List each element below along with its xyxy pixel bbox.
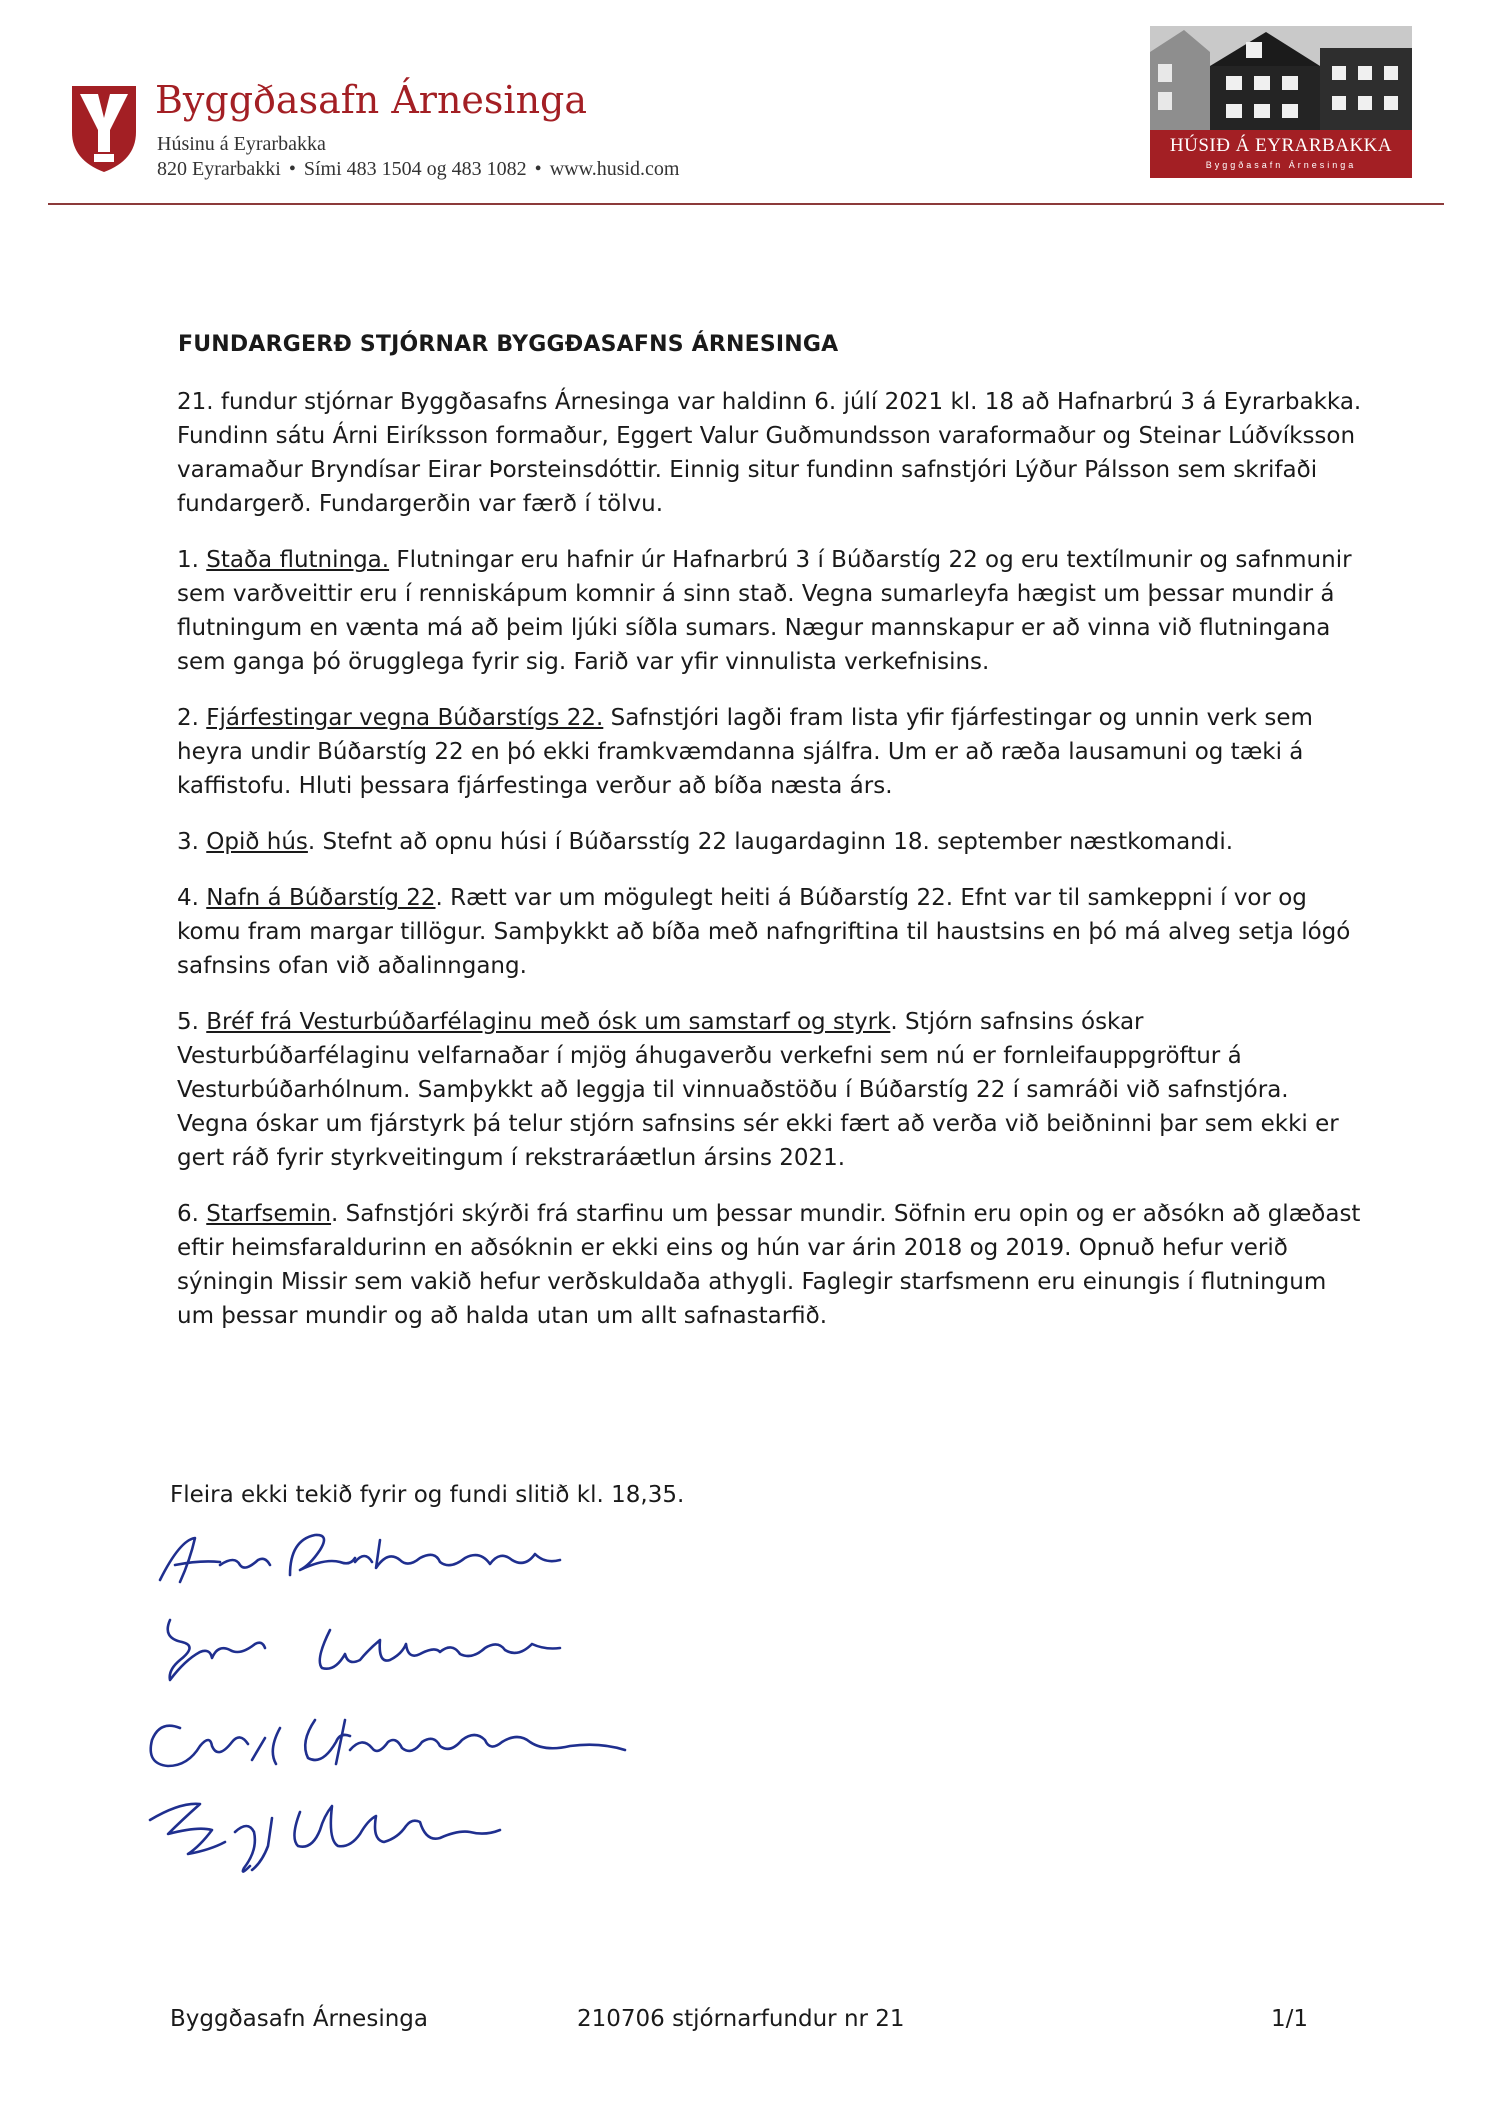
museum-shield-logo-icon bbox=[68, 82, 140, 174]
item-heading: Staða flutninga. bbox=[206, 547, 390, 573]
org-phone: Sími 483 1504 og 483 1082 bbox=[303, 158, 527, 180]
separator-bullet: • bbox=[288, 158, 296, 180]
item-text: . Safnstjóri skýrði frá starfinu um þessar mundir. Söfnin eru opin og er aðsókn að glæðast eftir heimsfaraldurinn en aðsóknin er ekki eins og hún var árin 2018 og 2019. Opnuð hefur verið sýningin Missir sem vakið hefur verðskuldaða athygli. Faglegir starfsmenn eru einungis í flutningum um þessar mundir og að halda utan um allt safnastarfið. bbox=[177, 1201, 1361, 1329]
signature-3 bbox=[151, 1720, 625, 1766]
item-text: . Stefnt að opnu húsi í Búðarsstíg 22 laugardaginn 18. september næstkomandi. bbox=[307, 829, 1234, 855]
agenda-item-4 bbox=[177, 881, 1362, 983]
org-contact-line bbox=[157, 158, 680, 181]
agenda-item-6 bbox=[177, 1197, 1362, 1333]
handwritten-signatures bbox=[140, 1520, 760, 1880]
item-heading: Starfsemin bbox=[206, 1201, 332, 1227]
signature-1 bbox=[160, 1535, 560, 1582]
header-divider bbox=[48, 203, 1444, 205]
intro-paragraph: 21. fundur stjórnar Byggðasafns Árnesinga var haldinn 6. júlí 2021 kl. 18 að Hafnarbrú 3 á Eyrarbakka. Fundinn sátu Árni Eiríksson formaður, Eggert Valur Guðmundsson varaformaður og Steinar Lúðvíksson varamaður Bryndísar Eirar Þorsteinsdóttir. Einnig situr fundinn safnstjóri Lýður Pálsson sem skrifaði fundargerð. Fundargerðin var færð í tölvu. bbox=[177, 389, 1362, 517]
footer-page-number: 1/1 bbox=[1271, 2006, 1309, 2032]
agenda-item-3 bbox=[177, 825, 1362, 859]
footer-document-ref: 210706 stjórnarfundur nr 21 bbox=[577, 2006, 905, 2032]
signature-2 bbox=[168, 1620, 560, 1680]
signature-4 bbox=[150, 1804, 500, 1872]
agenda-item-2 bbox=[177, 701, 1362, 803]
item-number: 3. bbox=[177, 829, 199, 855]
item-text: . Rætt var um mögulegt heiti á Búðarstíg 22. Efnt var til samkeppni í vor og komu fram margar tillögur. Samþykkt að bíða með nafngriftina til haustsins en þó má alveg setja lógó safnsins ofan við aðalinngang. bbox=[177, 885, 1351, 979]
house-logo bbox=[1150, 26, 1412, 178]
org-website: www.husid.com bbox=[549, 158, 680, 180]
item-number: 2. bbox=[177, 705, 199, 731]
letterhead bbox=[0, 0, 1500, 215]
house-photo-icon bbox=[1150, 26, 1412, 130]
house-logo-band bbox=[1150, 130, 1412, 178]
item-text: Flutningar eru hafnir úr Hafnarbrú 3 í Búðarstíg 22 og eru textílmunir og safnmunir sem varðveittir eru í renniskápum komnir á sinn stað. Vegna sumarleyfa hægist um þessar mundir á flutningum en vænta má að þeim ljúki síðla sumars. Nægur mannskapur er að vinna við flutningana sem ganga þó örugglega fyrir sig. Farið var yfir vinnulista verkefnisins. bbox=[177, 547, 1352, 675]
house-logo-title: HÚSIÐ Á EYRARBAKKA bbox=[1169, 135, 1393, 156]
item-heading: Bréf frá Vesturbúðarfélaginu með ósk um samstarf og styrk bbox=[206, 1009, 891, 1035]
item-number: 4. bbox=[177, 885, 199, 911]
item-heading: Fjárfestingar vegna Búðarstígs 22. bbox=[206, 705, 604, 731]
minutes-body bbox=[177, 385, 1362, 1355]
item-heading: Nafn á Búðarstíg 22 bbox=[206, 885, 436, 911]
house-logo-subtitle: Byggðasafn Árnesinga bbox=[1205, 160, 1357, 170]
closing-line: Fleira ekki tekið fyrir og fundi slitið kl. 18,35. bbox=[170, 1482, 685, 1508]
org-name: Byggðasafn Árnesinga bbox=[155, 78, 588, 122]
agenda-item-5 bbox=[177, 1005, 1362, 1175]
org-sub-line: Húsinu á Eyrarbakka bbox=[157, 133, 326, 155]
org-address: 820 Eyrarbakki bbox=[157, 158, 281, 180]
item-number: 6. bbox=[177, 1201, 199, 1227]
item-heading: Opið hús bbox=[206, 829, 308, 855]
item-text: Safnstjóri lagði fram lista yfir fjárfestingar og unnin verk sem heyra undir Búðarstíg 22 en þó ekki framkvæmdanna sjálfra. Um er að ræða lausamuni og tæki á kaffistofu. Hluti þessara fjárfestinga verður að bíða næsta árs. bbox=[177, 705, 1313, 799]
footer-org-name: Byggðasafn Árnesinga bbox=[170, 2006, 428, 2032]
item-number: 1. bbox=[177, 547, 199, 573]
separator-bullet: • bbox=[534, 158, 542, 180]
item-text: . Stjórn safnsins óskar Vesturbúðarfélaginu velfarnaðar í mjög áhugaverðu verkefni sem nú er fornleifauppgröftur á Vesturbúðarhólnum. Samþykkt að leggja til vinnuaðstöðu í Búðarstíg 22 í samráði við safnstjóra. Vegna óskar um fjárstyrk þá telur stjórn safnsins sér ekki fært að verða við beiðninni þar sem ekki er gert ráð fyrir styrkveitingum í rekstraráætlun ársins 2021. bbox=[177, 1009, 1339, 1171]
document-title: FUNDARGERÐ STJÓRNAR BYGGÐASAFNS ÁRNESINGA bbox=[178, 332, 839, 357]
item-number: 5. bbox=[177, 1009, 199, 1035]
agenda-item-1 bbox=[177, 543, 1362, 679]
